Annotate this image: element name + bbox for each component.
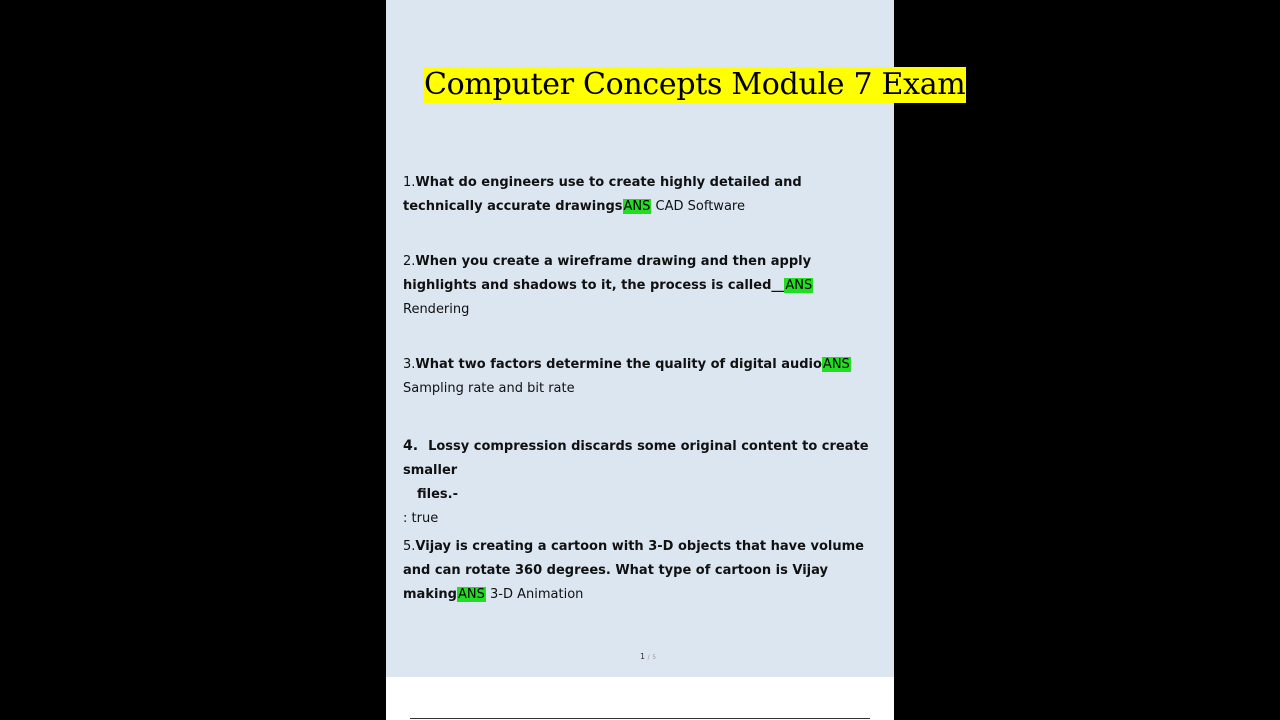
- question-1: [403, 171, 879, 219]
- question-text: Lossy compression discards some original content to create smaller: [403, 439, 869, 478]
- ans-marker: ANS: [785, 278, 813, 293]
- question-text-continued: files.-: [417, 487, 458, 502]
- question-3: [403, 353, 879, 401]
- ans-marker: ANS: [457, 587, 485, 602]
- question-number: 5.: [403, 539, 416, 554]
- answer-text: Rendering: [403, 302, 470, 317]
- ans-marker: ANS: [822, 357, 850, 372]
- ans-marker: ANS: [623, 199, 651, 214]
- answer-text: CAD Software: [655, 199, 745, 214]
- question-number: 2.: [403, 254, 416, 269]
- question-text: Vijay is creating a cartoon with 3-D objects that have volume and can rotate 360 degrees. What type of cartoon is Vijay making: [403, 539, 864, 602]
- page-number: [640, 652, 656, 661]
- page-number-current: 1: [640, 652, 646, 661]
- document-title: Computer Concepts Module 7 Exam: [424, 67, 966, 102]
- question-text: When you create a wireframe drawing and then apply highlights and shadows to it, the process is called__: [403, 254, 812, 293]
- question-5: [403, 535, 879, 607]
- document-page: [386, 0, 966, 677]
- next-page: [386, 677, 894, 720]
- question-number: 1.: [403, 175, 416, 190]
- question-text: What two factors determine the quality of digital audio: [415, 357, 822, 372]
- question-2: [403, 250, 879, 322]
- page-number-total: 5: [652, 654, 657, 661]
- answer-text: 3-D Animation: [490, 587, 584, 602]
- question-text: What do engineers use to create highly detailed and technically accurate drawings: [403, 175, 802, 214]
- question-number: 4.: [403, 438, 419, 454]
- page-number-separator: /: [647, 654, 650, 661]
- answer-text: : true: [403, 511, 439, 526]
- next-page-divider: [410, 718, 870, 719]
- question-4: [403, 434, 879, 531]
- answer-text: Sampling rate and bit rate: [403, 381, 575, 396]
- question-number: 3.: [403, 357, 416, 372]
